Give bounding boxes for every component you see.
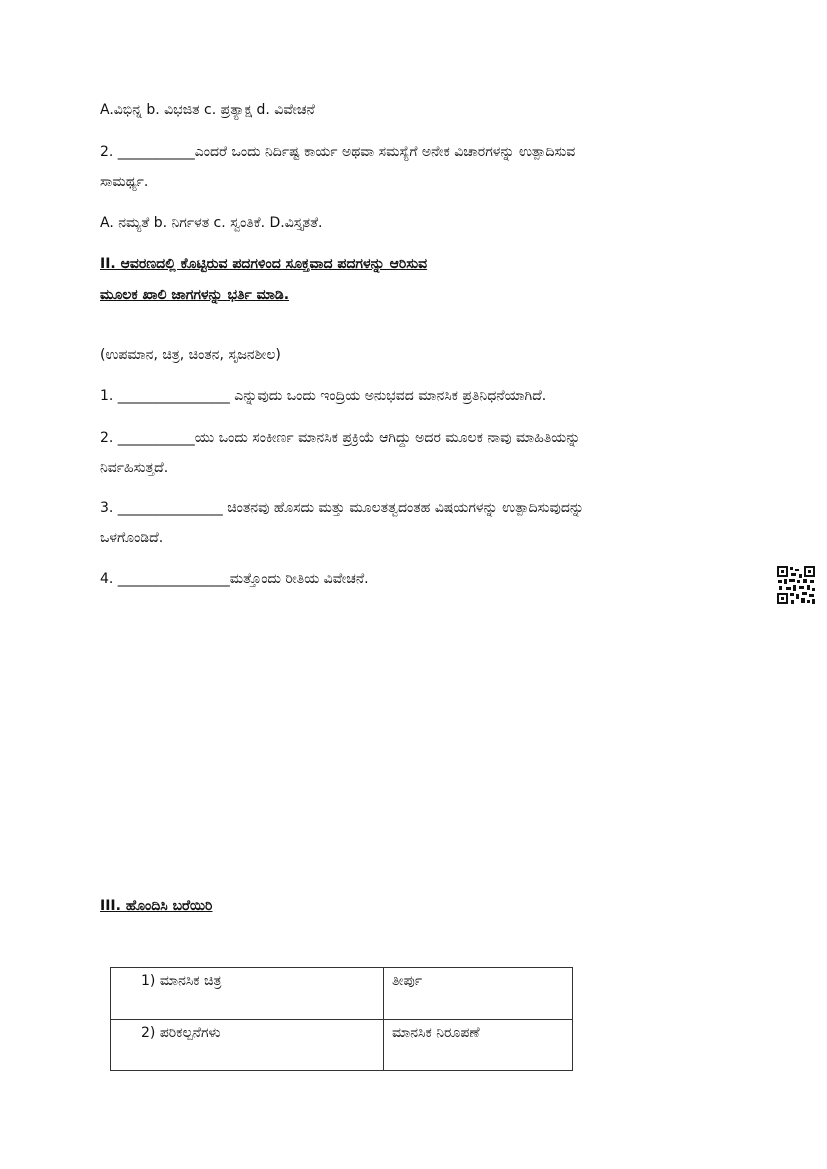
match-right-2: ಮಾನಸಿಕ ನಿರೂಪಣೆ <box>384 1020 573 1071</box>
match-right-1: ತೀರ್ಪು <box>384 968 573 1020</box>
fill-q4: 4. ________________ಮತ್ತೊಂದು ರೀತಿಯ ವಿವೇಚನೆ. <box>100 571 369 587</box>
qr-code-icon <box>776 565 816 605</box>
fill-q3-line-1: 3. _______________ ಚಿಂತನವು ಹೊಸದು ಮತ್ತು ಮೂಲತತ್ವದಂತಹ ವಿಷಯಗಳನ್ನು ಉತ್ಪಾದಿಸುವುದನ್ನು <box>100 500 585 516</box>
match-table <box>110 967 573 1071</box>
section-2-heading-line-2: ಮೂಲಕ ಖಾಲಿ ಜಾಗಗಳನ್ನು ಭರ್ತಿ ಮಾಡಿ. <box>100 287 290 303</box>
q2-line-2: ಸಾಮರ್ಥ್ಯ. <box>100 174 149 190</box>
section-2-heading-line-1: II. ಆವರಣದಲ್ಲಿ ಕೊಟ್ಟಿರುವ ಪದಗಳಿಂದ ಸೂಕ್ತವಾದ ಪದಗಳನ್ನು ಆರಿಸುವ <box>100 256 428 272</box>
fill-q2-line-2: ನಿರ್ವಹಿಸುತ್ತದೆ. <box>100 460 169 476</box>
fill-q3-line-2: ಒಳಗೊಂಡಿದೆ. <box>100 530 164 546</box>
table-row <box>111 1020 573 1071</box>
section-3-heading: III. ಹೊಂದಿಸಿ ಬರೆಯಿರಿ <box>100 898 213 914</box>
q2-options: A. ನಮ್ಯತೆ b. ನಿರ್ಗಳತ c. ಸ್ವಂತಿಕೆ. D.ವಿಸ್ತೃತತೆ. <box>100 215 323 231</box>
fill-q2-line-1: 2. ___________ಯು ಒಂದು ಸಂಕೀರ್ಣ ಮಾನಸಿಕ ಪ್ರಕ್ರಿಯೆ ಆಗಿದ್ದು ಅದರ ಮೂಲಕ ನಾವು ಮಾಹಿತಿಯನ್ನು <box>100 430 581 446</box>
word-bank: (ಉಪಮಾನ, ಚಿತ್ರ, ಚಿಂತನ, ಸೃಜನಶೀಲ) <box>100 347 281 363</box>
q2-line-1: 2. ___________ಎಂದರೆ ಒಂದು ನಿರ್ದಿಷ್ಟ ಕಾರ್ಯ ಅಥವಾ ಸಮಸ್ಯೆಗೆ ಅನೇಕ ವಿಚಾರಗಳನ್ನು ಉತ್ಪಾದಿಸುವ <box>100 144 576 160</box>
fill-q1: 1. ________________ ಎನ್ನುವುದು ಒಂದು ಇಂದ್ರಿಯ ಅನುಭವದ ಮಾನಸಿಕ ಪ್ರತಿನಿಧನೆಯಾಗಿದೆ. <box>100 388 547 404</box>
match-left-2: 2) ಪರಿಕಲ್ಪನೆಗಳು <box>111 1020 384 1071</box>
match-left-1: 1) ಮಾನಸಿಕ ಚಿತ್ರ <box>111 968 384 1020</box>
table-row <box>111 968 573 1020</box>
q1-options: A.ವಿಭಿನ್ನ b. ವಿಭಜಿತ c. ಪ್ರತ್ಯಾಕ್ಷ d. ವಿವೇಚನೆ <box>100 102 315 118</box>
